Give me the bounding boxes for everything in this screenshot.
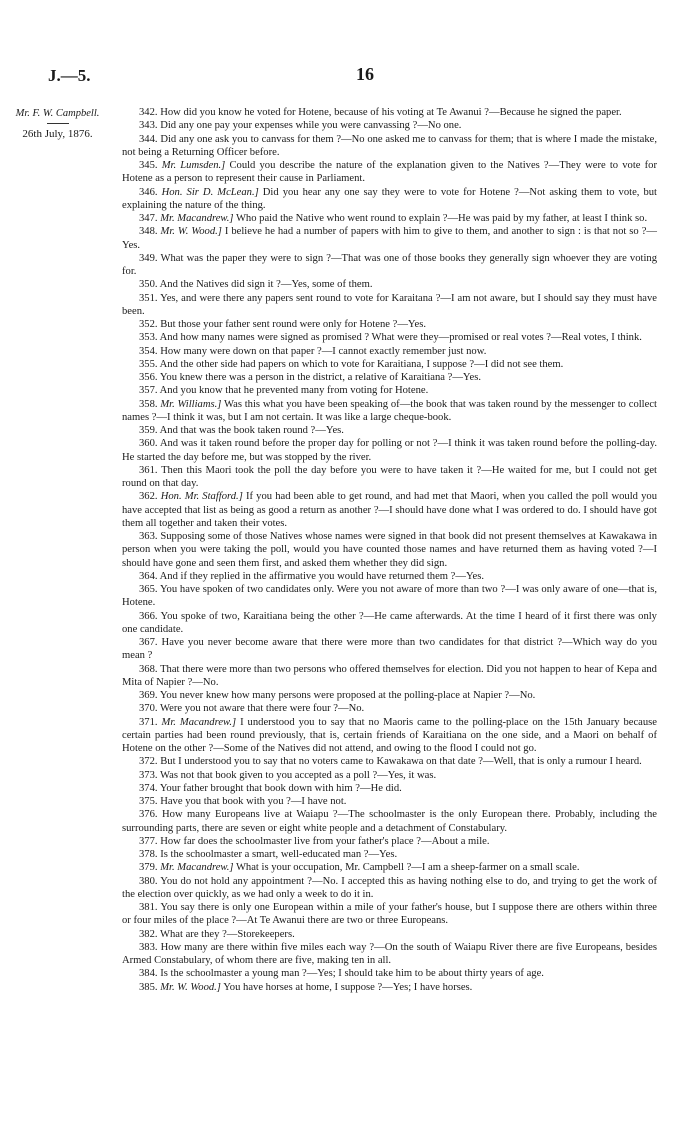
speaker-name: Hon. Mr. Stafford.] <box>160 491 243 503</box>
question-text: How many are there within five miles each way ?—On the south of Waiapu River there are five Europeans, besides Armed Constabulary, of whom there are five, making ten in all. <box>122 941 657 966</box>
question-paragraph <box>122 398 657 425</box>
question-number: 366. <box>139 610 158 622</box>
question-text: What is your occupation, Mr. Campbell ?—I am a sheep-farmer on a small scale. <box>235 862 580 874</box>
question-number: 349. <box>139 252 158 264</box>
question-number: 361. <box>139 464 158 476</box>
question-number: 342. <box>139 107 158 118</box>
question-paragraph <box>122 583 657 610</box>
question-text: And you know that he prevented many from voting for Hotene. <box>159 385 429 397</box>
question-number: 377. <box>139 835 158 847</box>
question-paragraph <box>122 716 657 756</box>
speaker-name: Mr. Lumsden.] <box>161 160 226 171</box>
question-paragraph <box>122 278 657 291</box>
question-number: 355. <box>139 358 158 370</box>
question-paragraph <box>122 159 657 186</box>
question-number: 382. <box>139 928 158 940</box>
question-number: 347. <box>139 213 158 224</box>
question-text: Who paid the Native who went round to explain ?—He was paid by my father, at least I think so. <box>235 213 648 224</box>
speaker-name: Mr. Macandrew.] <box>160 862 234 874</box>
question-number: 380. <box>139 875 158 887</box>
question-number: 344. <box>139 133 158 145</box>
question-paragraph <box>122 212 657 225</box>
question-text: And how many names were signed as promised ? What were they—promised or real votes ?—Real votes, I think. <box>159 332 642 344</box>
question-number: 383. <box>139 941 158 953</box>
question-paragraph <box>122 424 657 437</box>
question-paragraph <box>122 490 657 530</box>
divider <box>47 123 69 124</box>
question-paragraph <box>122 384 657 397</box>
question-text: But those your father sent round were only for Hotene ?—Yes. <box>160 319 426 330</box>
question-number: 360. <box>139 438 158 450</box>
question-paragraph <box>122 636 657 663</box>
question-paragraph <box>122 331 657 344</box>
question-paragraph <box>122 610 657 637</box>
question-number: 354. <box>139 345 158 357</box>
question-paragraph <box>122 371 657 384</box>
question-number: 378. <box>139 849 158 860</box>
speaker-name: Mr. Williams.] <box>160 398 222 410</box>
question-number: 376. <box>139 809 158 821</box>
question-paragraph <box>122 755 657 768</box>
question-text: Your father brought that book down with him ?—He did. <box>159 782 402 794</box>
question-number: 346. <box>139 186 158 198</box>
question-number: 370. <box>139 703 158 715</box>
question-text: That there were more than two persons who offered themselves for election. Did you not happen to hear of Kepa and Mita of Napier ?—No. <box>122 663 657 688</box>
question-number: 364. <box>139 570 158 582</box>
question-paragraph <box>122 530 657 570</box>
question-paragraph <box>122 186 657 213</box>
question-text: Supposing some of those Natives whose names were signed in that book did not present themselves at Kawakawa in person when you were taking the poll, would you have counted those names and have returned them as having voted ?—I should have gone and seen them first, and asked them whether they did sign. <box>122 531 657 569</box>
question-paragraph <box>122 689 657 702</box>
question-text: And the Natives did sign it ?—Yes, some of them. <box>159 279 373 291</box>
question-text: Was this what you have been speaking of—the book that was taken round by the messenger to collect names ?—I think it was, but I am not certain. It was like a large cheque-book. <box>122 398 657 423</box>
question-text: I believe he had a number of papers with him to give to them, and another to sign : is that not so ?—Yes. <box>122 226 657 251</box>
question-text: Yes, and were there any papers sent round to vote for Karaitana ?—I am not aware, but I should say they must have been. <box>122 292 657 317</box>
question-paragraph <box>122 106 657 119</box>
speaker-name: Mr. W. Wood.] <box>160 981 221 993</box>
question-text: You do not hold any appointment ?—No. I accepted this as having nothing else to do, and trying to get the work of the election over quickly, as we had only a week to do it in. <box>122 875 657 900</box>
question-number: 365. <box>139 584 158 595</box>
question-number: 348. <box>139 226 158 238</box>
question-paragraph <box>122 225 657 252</box>
question-number: 358. <box>139 398 158 410</box>
question-text: What are they ?—Storekeepers. <box>160 928 295 940</box>
question-paragraph <box>122 358 657 371</box>
question-text: How many were down on that paper ?—I cannot exactly remember just now. <box>160 345 487 357</box>
question-number: 351. <box>139 292 158 304</box>
question-paragraph <box>122 769 657 782</box>
question-text: Then this Maori took the poll the day before you were to have taken it ?—He waited for me, but I could not get round on that day. <box>122 464 657 489</box>
question-number: 381. <box>139 902 158 913</box>
question-paragraph <box>122 941 657 968</box>
page-header <box>0 52 700 85</box>
question-paragraph <box>122 967 657 980</box>
question-text: Is the schoolmaster a young man ?—Yes; I should take him to be about thirty years of age. <box>160 968 544 980</box>
question-number: 368. <box>139 663 158 675</box>
question-paragraph <box>122 464 657 491</box>
question-text: You have spoken of two candidates only. Were you not aware of more than two ?—I was only aware of one—that is, Hotene. <box>122 584 657 609</box>
question-text: Did any one pay your expenses while you were canvassing ?—No one. <box>160 120 462 132</box>
question-number: 345. <box>139 160 158 171</box>
question-paragraph <box>122 795 657 808</box>
question-paragraph <box>122 848 657 861</box>
question-number: 352. <box>139 319 158 330</box>
question-number: 375. <box>139 796 158 807</box>
question-number: 359. <box>139 425 158 436</box>
question-number: 363. <box>139 531 158 542</box>
question-text: Have you that book with you ?—I have not. <box>160 796 347 807</box>
question-text: You knew there was a person in the district, a relative of Karaitiana ?—Yes. <box>159 372 481 383</box>
question-text: And that was the book taken round ?—Yes. <box>159 425 344 436</box>
question-text: You say there is only one European within a mile of your father's house, but I suppose there are others within three or four miles of the place ?—At Te Awanui there are two or three Europeans. <box>122 902 657 927</box>
speaker-name: Mr. W. Wood.] <box>160 226 222 238</box>
question-text: And was it taken round before the proper day for polling or not ?—I think it was taken round before the polling-day. He started the day before me, but was stopped by the river. <box>122 438 657 463</box>
question-paragraph <box>122 702 657 715</box>
question-paragraph <box>122 875 657 902</box>
question-number: 357. <box>139 385 158 397</box>
question-text: Is the schoolmaster a smart, well-educated man ?—Yes. <box>160 849 398 860</box>
question-number: 362. <box>139 491 158 503</box>
question-paragraph <box>122 835 657 848</box>
question-paragraph <box>122 252 657 279</box>
question-number: 371. <box>139 716 158 728</box>
question-text: Have you never become aware that there were more than two candidates for that district ?—Which way do you mean ? <box>122 637 657 662</box>
speaker-name: Mr. Macandrew.] <box>160 213 234 224</box>
question-number: 369. <box>139 690 158 701</box>
question-paragraph <box>122 808 657 835</box>
question-text: But I understood you to say that no voters came to Kawakawa on that date ?—Well, that is only a rumour I heard. <box>160 756 642 768</box>
margin-note <box>10 108 105 140</box>
question-paragraph <box>122 133 657 160</box>
question-text: How far does the schoolmaster live from your father's place ?—About a mile. <box>160 835 490 847</box>
page-number: 16 <box>356 64 374 84</box>
question-text: What was the paper they were to sign ?—That was one of those books they generally sign whoever they are voting for. <box>122 252 657 277</box>
question-text: And the other side had papers on which to vote for Karaitiana, I suppose ?—I did not see them. <box>159 358 564 370</box>
question-text: Did any one ask you to canvass for them ?—No one asked me to canvass for them; that is where I made the mistake, not being a Returning Officer before. <box>122 133 658 158</box>
question-paragraph <box>122 861 657 874</box>
question-paragraph <box>122 928 657 941</box>
session-date: 26th July, 1876. <box>22 128 93 140</box>
question-number: 385. <box>139 981 158 993</box>
question-number: 372. <box>139 756 158 768</box>
question-paragraph <box>122 981 657 994</box>
question-number: 353. <box>139 332 158 344</box>
question-paragraph <box>122 345 657 358</box>
question-paragraph <box>122 318 657 331</box>
question-text: Were you not aware that there were four ?—No. <box>160 703 365 715</box>
question-number: 374. <box>139 782 158 794</box>
question-number: 373. <box>139 769 158 781</box>
question-paragraph <box>122 119 657 132</box>
question-paragraph <box>122 292 657 319</box>
question-text: And if they replied in the affirmative you would have returned them ?—Yes. <box>159 570 485 582</box>
question-text: Did you hear any one say they were to vote for Hotene ?—Not asking them to vote, but explaining the nature of the thing. <box>122 186 657 211</box>
question-text: I understood you to say that no Maoris came to the polling-place on the 15th January because certain parties had been round previously, that is, certain friends of Karaitiana on the one side, and a Maori on behalf of Hotene on the other ?—Some of the Natives did not attend, and owing to the flood I could not go. <box>122 716 658 754</box>
speaker-name: Hon. Sir D. McLean.] <box>161 186 259 198</box>
speaker-name: Mr. Macandrew.] <box>161 716 237 728</box>
question-paragraph <box>122 901 657 928</box>
question-paragraph <box>122 663 657 690</box>
question-number: 350. <box>139 279 158 291</box>
question-paragraph <box>122 570 657 583</box>
document-reference: J.—5. <box>48 66 91 85</box>
evidence-body <box>122 106 657 994</box>
question-text: How many Europeans live at Waiapu ?—The schoolmaster is the only European there. Probably, including the surrounding parts, there are seven or eight white people and a detachment of Constabulary. <box>122 809 657 834</box>
question-text: Was not that book given to you accepted as a poll ?—Yes, it was. <box>160 769 437 781</box>
question-number: 384. <box>139 968 158 980</box>
question-number: 379. <box>139 862 158 874</box>
question-number: 343. <box>139 120 158 132</box>
witness-name: Mr. F. W. Campbell. <box>15 108 100 119</box>
question-text: Could you describe the nature of the explanation given to the Natives ?—They were to vote for Hotene as a person to represent their cause in Parliament. <box>122 160 657 185</box>
question-paragraph <box>122 782 657 795</box>
question-text: How did you know he voted for Hotene, because of his voting at Te Awanui ?—Because he signed the paper. <box>160 107 622 118</box>
question-number: 367. <box>139 637 158 648</box>
question-text: You spoke of two, Karaitiana being the other ?—He came afterwards. At the time I heard of it first there was only one candidate. <box>122 610 657 635</box>
question-number: 356. <box>139 372 158 383</box>
question-text: You never knew how many persons were proposed at the polling-place at Napier ?—No. <box>159 690 536 701</box>
question-paragraph <box>122 437 657 464</box>
question-text: You have horses at home, I suppose ?—Yes; I have horses. <box>223 981 473 993</box>
question-text: If you had been able to get round, and had met that Maori, when you called the poll would you have accepted that list as being as good a return as another ?—I should have done what I was ordered to do. I should have got them all together and taken their votes. <box>122 491 657 529</box>
